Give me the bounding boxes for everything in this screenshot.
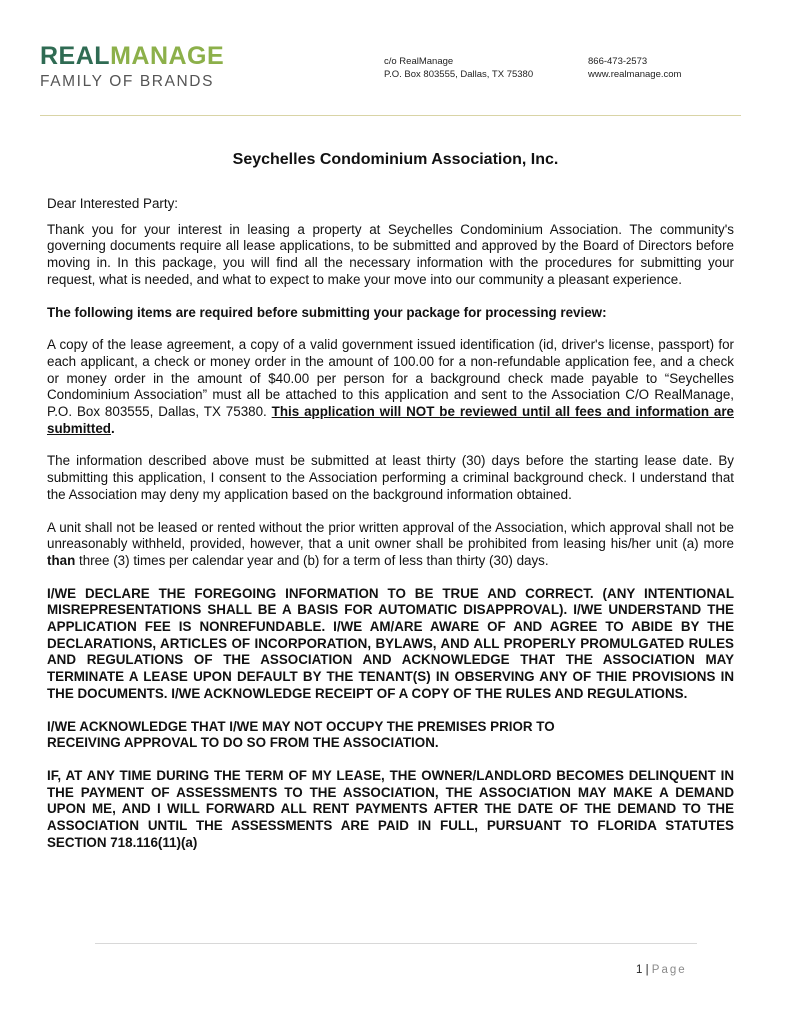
logo-wordmark (40, 42, 224, 70)
document-title: Seychelles Condominium Association, Inc. (232, 151, 559, 168)
delinquent-paragraph: IF, AT ANY TIME DURING THE TERM OF MY LEASE, THE OWNER/LANDLORD BECOMES DELINQUENT IN THE PAYMENT OF ASSESSMENTS TO THE ASSOCIATION, THE ASSOCIATION MAY MAKE A DEMAND UPON ME, AND I WILL FORWARD ALL RENT PAYMENTS AFTER THE DATE OF THE DEMAND TO THE ASSOCIATION UNTIL THE ASSESSMENTS ARE PAID IN FULL, PURSUANT TO FLORIDA STATUTES SECTION 718.116(11)(a) (47, 767, 734, 850)
lease-limit-part-b: three (3) times per calendar year and (b) for a term of less than thirty (30) days. (75, 552, 549, 568)
requirements-warning: This application will NOT be reviewed until all fees and information are submitted (47, 404, 734, 436)
lease-limit-bold: than (47, 552, 76, 568)
page-footer (636, 964, 687, 976)
timing-paragraph: The information described above must be submitted at least thirty (30) days before the starting lease date. By submitting this application, I consent to the Association performing a criminal background check. I understand that the Association may deny my application based on the background information obtained. (47, 453, 734, 502)
acknowledge-line-1: I/WE ACKNOWLEDGE THAT I/WE MAY NOT OCCUPY THE PREMISES PRIOR TO (47, 718, 555, 734)
header-contact (588, 55, 681, 81)
page-label: Page (651, 964, 687, 976)
greeting: Dear Interested Party: (47, 196, 178, 211)
logo-part-manage: MANAGE (110, 42, 225, 70)
page-number: 1 (636, 964, 643, 976)
page-separator: | (642, 964, 652, 976)
realmanage-logo (40, 42, 224, 92)
declaration-paragraph: I/WE DECLARE THE FOREGOING INFORMATION TO BE TRUE AND CORRECT. (ANY INTENTIONAL MISREPRESENTATIONS SHALL BE A BASIS FOR AUTOMATIC DISAPPROVAL). I/WE UNDERSTAND THE APPLICATION FEE IS NONREFUNDABLE. I/WE AM/ARE AWARE OF AND AGREE TO ABIDE BY THE DECLARATIONS, ARTICLES OF INCORPORATION, BYLAWS, AND ALL PROPERLY PROMULGATED RULES AND REGULATIONS OF THE ASSOCIATION AND ACKNOWLEDGE THAT THE ASSOCIATION MAY TERMINATE A LEASE UPON DEFAULT BY THE TENANT(S) IN OBSERVING ANY OF THIE PROVISIONS IN THE DOCUMENTS. I/WE ACKNOWLEDGE RECEIPT OF A COPY OF THE RULES AND REGULATIONS. (47, 585, 734, 701)
lease-limit-paragraph (47, 520, 734, 570)
phone-number: 866-473-2573 (588, 56, 648, 67)
intro-paragraph: Thank you for your interest in leasing a property at Seychelles Condominium Association. The community's governing documents require all lease applications, to be submitted and approved by the Board of Directors before moving in. In this package, you will find all the necessary information with the procedures for submitting your request, what is needed, and what to expect to make your move into our community a pleasant experience. (47, 221, 734, 287)
logo-tagline: FAMILY OF BRANDS (40, 73, 215, 90)
logo-part-real: REAL (40, 42, 111, 70)
lease-limit-part-a: A unit shall not be leased or rented without the prior written approval of the Association, which approval shall not be unreasonably withheld, provided, however, that a unit owner shall be prohibited from leasing his/her unit (a) more (47, 519, 734, 552)
header-divider (40, 115, 741, 116)
requirements-end: . (110, 420, 115, 436)
required-items-heading: The following items are required before submitting your package for processing review: (47, 304, 607, 320)
address-line-2: P.O. Box 803555, Dallas, TX 75380 (384, 69, 534, 80)
requirements-text: A copy of the lease agreement, a copy of a valid government issued identification (id, driver's license, passport) for each applicant, a check or money order in the amount of 100.00 for a non-refundable application fee, and a check or money order in the amount of $40.00 per person for a background check made payable to “Seychelles Condominium Association” must all be attached to this application and sent to the Association C/O RealManage, P.O. Box 803555, Dallas, TX 75380. (47, 337, 734, 420)
acknowledge-line-2: RECEIVING APPROVAL TO DO SO FROM THE ASSOCIATION. (47, 735, 439, 751)
header-address (384, 55, 533, 81)
requirements-paragraph (47, 337, 734, 437)
website-link[interactable]: www.realmanage.com (588, 69, 682, 80)
letter-body (47, 196, 734, 852)
address-line-1: c/o RealManage (384, 56, 454, 67)
footer-divider (95, 943, 697, 944)
acknowledge-paragraph (47, 719, 734, 752)
